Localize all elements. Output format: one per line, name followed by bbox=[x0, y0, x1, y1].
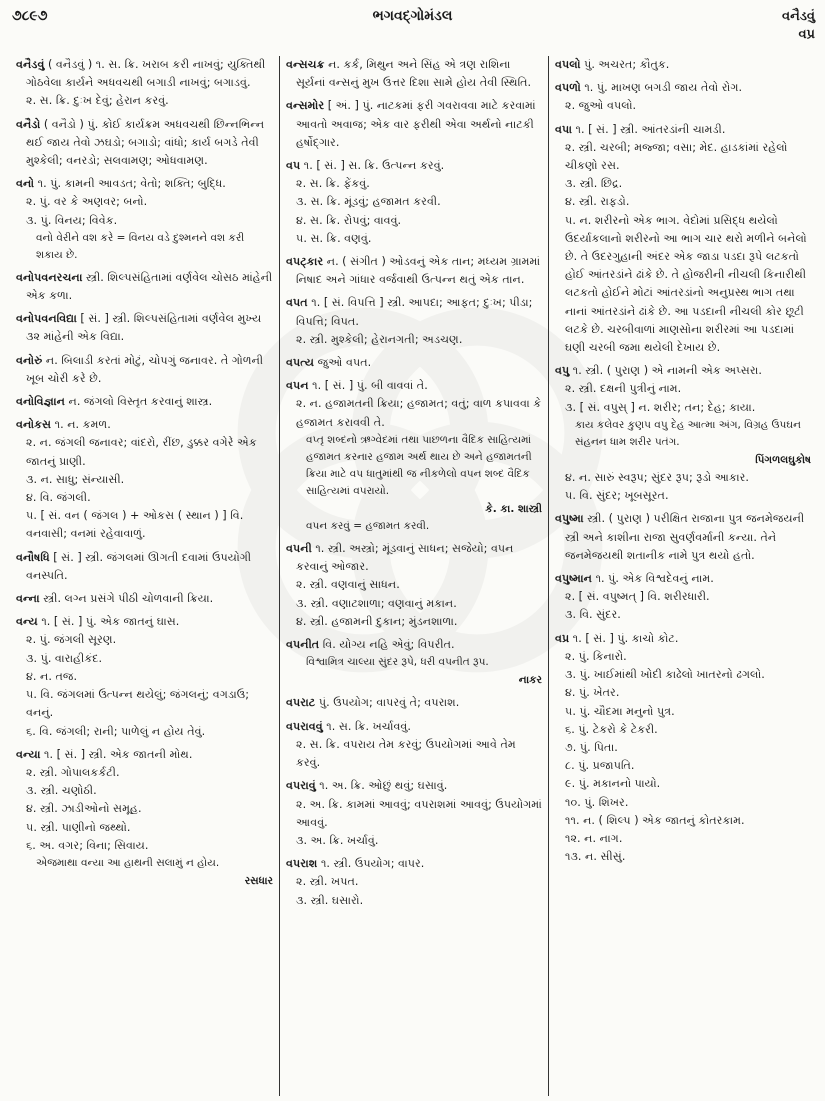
definition-text: પું. ઉપયોગ; વાપરવું તે; વપરાશ. bbox=[318, 696, 460, 710]
dictionary-entry bbox=[555, 630, 811, 867]
definition-text: ૧. સ. ક્રિ. ખર્ચાવવું. bbox=[326, 719, 411, 733]
sense-line: ૫. પું. ચૌદમા મનુનો પુત્ર. bbox=[565, 704, 675, 718]
headword: વપરાવવું bbox=[286, 719, 323, 733]
dictionary-entry bbox=[16, 613, 273, 740]
headword: વન્ના bbox=[16, 592, 40, 606]
dictionary-entry bbox=[16, 310, 273, 346]
page-header bbox=[0, 0, 825, 58]
headword: વપા bbox=[555, 122, 572, 136]
sense-line: ૨. પું. જંગલી સૂરણ. bbox=[26, 633, 117, 647]
dictionary-entry bbox=[16, 549, 273, 585]
dictionary-entry bbox=[555, 79, 811, 115]
sense-line: ૫. વિ. જંગલમાં ઉત્પન્ન થયેલું; જંગલનું; વગડાઉ; વનનું. bbox=[26, 688, 250, 720]
sense-line: ૯. પું. મકાનનો પાયો. bbox=[565, 777, 661, 791]
definition-text: ( વનૈડવું ) ૧. સ. ક્રિ. ખરાબ કરી નાખવું; યુક્તિથી ગોઠવેલા કાર્યને અધવચથી બગાડી નાખવું; બગાડવું. bbox=[26, 58, 266, 90]
sense-line: ૨. સ. ક્રિ. ફેંકવું. bbox=[296, 177, 370, 191]
definition-text: ૧. [ સં. ] પું. કાચો કોટ. bbox=[572, 631, 679, 645]
definition-text: [ સં. ] સ્ત્રી. શિલ્પસંહિતામાં વર્ણવેલ મુખ્ય ૩૨ માંહેની એક વિદ્યા. bbox=[26, 312, 262, 344]
headword: વપલો bbox=[555, 58, 581, 71]
sense-line: ૬. પું. ટેકરો કે ટેકરી. bbox=[565, 722, 658, 736]
headword: વનો bbox=[16, 177, 35, 191]
citation-quote: વપ્તૃ શબ્દનો ઋગ્વેદમાં તથા પાછળના વૈદિક સાહિત્યમાં હજામત કરનાર હજામ અર્થ થાય છે અને હજામતની ક્રિયા માટે વપ ધાતુમાંથી જ નીકળેલો વપન શબ્દ વૈદિક સાહિત્યમાં વપરાયો. bbox=[306, 433, 532, 497]
sense-line: ૨. સ્ત્રી. વણવાનું સાધન. bbox=[296, 578, 400, 592]
dictionary-entry bbox=[555, 362, 811, 505]
definition-text: ૧. સ્ત્રી. ઉપયોગ; વાપર. bbox=[320, 857, 425, 871]
sense-line: ૮. પું. પ્રજાપતિ. bbox=[565, 759, 635, 773]
dictionary-entry bbox=[286, 253, 542, 289]
column-middle bbox=[279, 56, 548, 1096]
sense-line: ૨. સ્ત્રી. ખપત. bbox=[296, 875, 359, 889]
definition-text: [ અં. ] પું. નાટકમાં ફરી ગવરાવવા માટે કરવામાં આવતો અવાજ; એક વાર ફરીથી એવા અર્થનો નાટકી હર્ષોદ્ગાર. bbox=[296, 99, 536, 149]
sense-line: ૪. ન. સારું સ્વરૂપ; સુંદર રૂપ; રૂડો આકાર. bbox=[565, 471, 749, 485]
headword: વપત્ય bbox=[286, 356, 315, 370]
dictionary-entry bbox=[16, 393, 273, 411]
definition-text: ૧. પું. કામની આવડત; વેતો; શક્તિ; બુદ્ધિ. bbox=[37, 177, 226, 191]
guide-words bbox=[782, 8, 815, 44]
sense-line: ૨. સ્ત્રી. મુશ્કેલી; હેરાનગતી; અડચણ. bbox=[296, 332, 463, 346]
headword: વનોકસ bbox=[16, 418, 52, 432]
sense-line: ૩. સ્ત્રી. વણાટશાળા; વણવાનું મકાન. bbox=[296, 596, 457, 610]
dictionary-entry bbox=[16, 175, 273, 264]
sense-line: ૨. જુઓ વપલો. bbox=[565, 99, 637, 113]
sense-line: ૩. પું. ખાઈમાંથી ખોદી કાઢેલો ખાતરનો ઢગલો. bbox=[565, 668, 765, 682]
definition-text: પું. અચરત; કૌતુક. bbox=[584, 58, 670, 71]
dictionary-columns bbox=[10, 56, 818, 1096]
headword: વનોપવનરચના bbox=[16, 270, 83, 284]
definition-text: ૧. [ સં. વિપત્તિ ] સ્ત્રી. આપદા; આફત; દુઃખ; પીડા; વિપત્તિ; વિપત. bbox=[296, 296, 533, 328]
dictionary-entry bbox=[16, 269, 273, 305]
dictionary-entry bbox=[555, 56, 811, 74]
guide-word-first: વનૈડવું bbox=[781, 9, 815, 24]
sense-line: ૨. [ સં. વપુષ્મત્ ] વિ. શરીરધારી. bbox=[565, 590, 710, 604]
sense-line: ૨. સ્ત્રી. દક્ષની પુત્રીનું નામ. bbox=[565, 382, 682, 396]
sense-line: ૨. ન. જંગલી જનાવર; વાંદરો, રીંછ, ડુક્કર વગેરે એક જાતનું પ્રાણી. bbox=[26, 436, 257, 468]
citation-source: કે. કા. શાસ્ત્રી bbox=[485, 502, 542, 515]
definition-text: ન. ( સંગીત ) ઓડવનું એક તાન; મધ્યમ ગ્રામમાં નિષાદ અને ગાંધાર વર્જવાથી ઉત્પન્ન થતું એક તાન. bbox=[296, 255, 541, 287]
headword: વનૈડવું bbox=[16, 58, 45, 71]
dictionary-entry bbox=[286, 718, 542, 773]
sense-line: ૩. પું. વારાહીકંદ. bbox=[26, 651, 103, 665]
book-title: ભગવદ્ગોમંડલ bbox=[372, 8, 453, 24]
dictionary-entry bbox=[555, 570, 811, 625]
sense-line: ૧૧. ન. ( શિલ્પ ) એક જાતનું કોતરકામ. bbox=[565, 813, 745, 827]
headword: વપનીત bbox=[286, 638, 320, 652]
citation-quote: એજમાથા વન્યા આ હાથની સલામું ન હોય. bbox=[36, 856, 220, 869]
sense-line: ૪. સ્ત્રી. ઝાડીઓનો સમૂહ. bbox=[26, 802, 142, 816]
definition-text: ૧. સ્ત્રી. ( પુરાણ ) એ નામની એક અપ્સરા. bbox=[572, 364, 762, 378]
sense-line: ૫. ન. શરીરનો એક ભાગ. વેદોમાં પ્રસિદ્ધ થયેલો ઉદર્યાકલાનો શરીરનો આ ભાગ ચાર થરો મળીને બનેલો છે. તે ઉદરગુહાની અંદર એક જાડા પડદા રૂપે લટકતો હોઈ આંતરડાંને ઢાંકે છે. તે હોજરીની નીચલી કિનારીથી લટકતો હોઈને મોટાં આંતરડાંનો અનુપ્રસ્થ ભાગ તથા નાનાં આંતરડાંને ઢાંકે છે. આ પડદાની નીચલી કોર છૂટી લટકે છે. ચરબીવાળાં માણસોના શરીરમાં આ પડદામાં ઘણી ચરબી જમા થયેલી દેખાય છે. bbox=[565, 213, 807, 355]
citation-quote: કાય કલેવર કુણપ વપુ દેહ આત્મા અંગ, વિગ્રહ ઉપઘન સંહનન ધામ શરીર પતંગ. bbox=[575, 418, 801, 448]
sense-line: ૩. સ. ક્રિ. મૂંડવું; હજામત કરવી. bbox=[296, 195, 441, 209]
definition-text: [ સં. ] સ્ત્રી. જંગલમાં ઊગતી દવામાં ઉપયોગી વનસ્પતિ. bbox=[26, 550, 252, 582]
definition-text: ૧. [ સં. ] પું. બી વાવવાં તે. bbox=[312, 379, 428, 393]
definition-text: વિ. યોગ્ય નહિ એવું; વિપરીત. bbox=[322, 638, 455, 652]
headword: વનૈડો bbox=[16, 117, 41, 131]
dictionary-entry bbox=[16, 590, 273, 608]
dictionary-entry bbox=[286, 777, 542, 850]
headword: વપરાશ bbox=[286, 857, 318, 871]
definition-text: સ્ત્રી. લગ્ન પ્રસંગે પીઠી ચોળવાની ક્રિયા. bbox=[43, 592, 214, 606]
headword: વપરાવું bbox=[286, 779, 316, 793]
dictionary-entry bbox=[16, 746, 273, 890]
guide-word-last: વપ્ર bbox=[798, 27, 815, 42]
sense-line: ૪. સ્ત્રી. રાફડો. bbox=[565, 195, 630, 209]
sense-line: ૬. અ. વગર; વિના; સિવાય. bbox=[26, 838, 149, 852]
citation-quote: વનો વેરીને વશ કરે = વિનય વડે દુશ્મનને વશ કરી શકાય છે. bbox=[36, 231, 245, 261]
sense-line: ૧૦. પું. શિખર. bbox=[565, 795, 629, 809]
sense-line: ૪. વિ. જંગલી. bbox=[26, 491, 91, 505]
sense-line: ૫. સ્ત્રી. પાણીનો જથ્થો. bbox=[26, 820, 131, 834]
headword: વનોરું bbox=[16, 353, 43, 367]
definition-text: ( વનૈડો ) પું. કોઈ કાર્યક્રમ અધવચથી છિન્નભિન્ન થઈ જાય તેવો ઝઘડો; બગાડો; વાંધો; કાર્ય બગડે તેવી મુશ્કેલી; વનરડો; સલવામણ; ઓધવામણ. bbox=[26, 117, 265, 168]
sense-line: ૨. સ. ક્રિ. વપરાય તેમ કરવું; ઉપયોગમાં આવે તેમ કરવું. bbox=[296, 737, 516, 770]
sense-line: ૨. અ. ક્રિ. કામમાં આવવું; વપરાશમાં આવવું; ઉપયોગમાં આવવું. bbox=[296, 797, 542, 829]
definition-text: ૧. સ્ત્રી. અસ્ત્રો; મૂંડવાનું સાધન; સજેયો; વપન કરવાનું ઓજાર. bbox=[296, 542, 514, 574]
headword: વનૌષધિ bbox=[16, 550, 50, 564]
definition-text: જુઓ વપત. bbox=[317, 356, 372, 370]
headword: વપની bbox=[286, 542, 312, 556]
sense-line: ૪. પું. ખેતર. bbox=[565, 686, 620, 700]
dictionary-entry bbox=[286, 694, 542, 712]
sense-line: ૩. સ્ત્રી. ચણોઠી. bbox=[26, 784, 97, 798]
headword: વનોપવનવિદ્યા bbox=[16, 312, 77, 326]
headword: વપ્ર bbox=[555, 631, 570, 645]
sense-line: ૨. સ્ત્રી. ગોપાલકર્કટી. bbox=[26, 765, 120, 779]
headword: વનોવિજ્ઞાન bbox=[16, 395, 65, 409]
sense-line: ૨. પું. કિનારો. bbox=[565, 649, 627, 663]
sense-line: ૨. સ. ક્રિ. દુઃખ દેવું; હેરાન કરવું. bbox=[26, 94, 169, 108]
definition-text: ૧. [ સં. ] સ્ત્રી. એક જાતની મોથ. bbox=[44, 747, 193, 761]
definition-text: ૧. [ સં. ] સ્ત્રી. આંતરડાંની ચામડી. bbox=[575, 122, 726, 136]
sense-line: ૪. ન. તજ. bbox=[26, 669, 78, 683]
dictionary-entry bbox=[286, 855, 542, 910]
definition-text: ૧. અ. ક્રિ. ઓછું થવું; ઘસાવું. bbox=[319, 779, 448, 793]
headword: વપુષ્માન bbox=[555, 572, 593, 586]
headword: વપુ bbox=[555, 364, 570, 378]
dictionary-entry bbox=[286, 636, 542, 689]
definition-text: ૧. [ સં. ] પું. એક જાતનું ઘાસ. bbox=[41, 615, 180, 629]
headword: વન્યા bbox=[16, 747, 41, 761]
sense-line: ૫. [ સં. વન ( જંગલ ) + ઓકસ ( સ્થાન ) ] વિ. વનવાસી; વનમાં રહેવાવાળું. bbox=[26, 509, 244, 541]
headword: વપટ્કાર bbox=[286, 255, 324, 269]
page-number: ૭૮૯૭ bbox=[12, 8, 48, 24]
definition-text: સ્ત્રી. શિલ્પસંહિતામાં વર્ણવેલ ચોસઠ માંહેની એક કળા. bbox=[26, 270, 273, 303]
headword: વપુષ્મા bbox=[555, 512, 584, 526]
citation-quote: વિશ્વામિત્ર ચાલ્યા સુંદર રૂપે, ધરી વપનીત રૂપ. bbox=[306, 656, 489, 669]
sense-line: ૬. વિ. જંગલી; રાની; પાળેલું ન હોય તેવું. bbox=[26, 724, 206, 738]
headword: વપળો bbox=[555, 81, 581, 95]
headword: વન્ય bbox=[16, 615, 38, 629]
sense-line: ૭. પું. પિતા. bbox=[565, 740, 618, 754]
sense-line: ૪. સ. ક્રિ. રોપવું; વાવવું. bbox=[296, 213, 402, 227]
definition-text: ૧. ન. કમળ. bbox=[54, 418, 111, 432]
definition-text: ન. બિલાડી કરતાં મોટું, ચોપગું જનાવર. તે ગોળની ખૂબ ચોરી કરે છે. bbox=[26, 353, 264, 385]
sense-line: ૩. ન. સાધુ; સંન્યાસી. bbox=[26, 472, 125, 486]
headword: વપરાટ bbox=[286, 696, 316, 710]
definition-text: સ્ત્રી. ( પુરાણ ) પરીક્ષિત રાજાના પુત્ર જનમેજયની સ્ત્રી અને કાશીના રાજા સુવર્ણવર્માની કન્યા. તેને જનમેજયથી શતાનીક નામે પુત્ર થયો હતો. bbox=[565, 512, 805, 562]
sense-line: ૪. સ્ત્રી. હજામની દુકાન; મુંડનશાળા. bbox=[296, 614, 458, 628]
headword: વન્સમોર bbox=[286, 99, 325, 113]
sense-line: ૩. વિ. સુંદર. bbox=[565, 608, 621, 622]
citation-source: નાકર bbox=[518, 674, 542, 687]
sense-line: ૩. સ્ત્રી. ઘસારો. bbox=[296, 893, 364, 907]
dictionary-entry bbox=[286, 540, 542, 631]
sense-line: ૩. [ સં. વપુસ્ ] ન. શરીર; તન; દેહ; કાયા. bbox=[565, 400, 756, 414]
dictionary-entry bbox=[286, 377, 542, 535]
dictionary-entry bbox=[16, 116, 273, 171]
sense-line: ૩. અ. ક્રિ. ખર્ચાવું. bbox=[296, 833, 379, 847]
dictionary-entry bbox=[286, 354, 542, 372]
dictionary-entry bbox=[286, 294, 542, 349]
dictionary-entry bbox=[286, 157, 542, 248]
sense-line: ૨. સ્ત્રી. ચરબી; મજ્જા; વસા; મેદ. હાડકાંમાં રહેલો ચીકણો રસ. bbox=[565, 140, 788, 173]
sense-line: ૨. ન. હજામતની ક્રિયા; હજામત; વતું; વાળ કપાવવા કે હજામત કરાવવી તે. bbox=[296, 397, 542, 429]
sense-line: ૩. સ્ત્રી. છિદ્ર. bbox=[565, 177, 623, 191]
definition-text: ન. કર્ક, મિથુન અને સિંહ એ ત્રણ રાશિના સૂર્યનાં વન્સનું મુખ ઉત્તર દિશા સામે હોય તેવી સ્થિતિ. bbox=[296, 58, 532, 90]
citation-quote: વપન કરવું = હજામત કરવી. bbox=[306, 520, 430, 533]
dictionary-entry bbox=[16, 352, 273, 388]
sense-line: ૧૨. ન. નાગ. bbox=[565, 831, 623, 845]
headword: વપત bbox=[286, 296, 308, 310]
sense-line: ૩. પું. વિનય; વિવેક. bbox=[26, 213, 118, 227]
headword: વન્સચક્ર bbox=[286, 58, 325, 71]
headword: વપ bbox=[286, 159, 301, 173]
definition-text: ૧. [ સં. ] સ. ક્રિ. ઉત્પન્ન કરવું. bbox=[303, 159, 445, 173]
sense-line: ૫. વિ. સુંદર; ખૂબસૂરત. bbox=[565, 489, 669, 503]
definition-text: ૧. પું. એક વિશ્વદેવનું નામ. bbox=[595, 572, 714, 586]
column-left bbox=[10, 56, 279, 1096]
dictionary-entry bbox=[16, 416, 273, 543]
dictionary-entry bbox=[555, 121, 811, 358]
definition-text: ન. જંગલો વિસ્તૃત કરવાનું શાસ્ત્ર. bbox=[68, 395, 213, 409]
dictionary-entry bbox=[286, 97, 542, 152]
headword: વપન bbox=[286, 379, 309, 393]
sense-line: ૨. પું. વર કે અણવર; બનો. bbox=[26, 195, 148, 209]
dictionary-entry bbox=[16, 56, 273, 111]
sense-line: ૧૩. ન. સીસું. bbox=[565, 850, 626, 864]
sense-line: ૫. સ. ક્રિ. વણવું. bbox=[296, 231, 372, 245]
column-right bbox=[548, 56, 817, 1096]
definition-text: ૧. પું. માખણ બગડી જાય તેવો રોગ. bbox=[584, 81, 743, 95]
dictionary-entry bbox=[286, 56, 542, 92]
dictionary-entry bbox=[555, 510, 811, 565]
citation-source: પિંગળલઘુકોષ bbox=[755, 453, 811, 466]
citation-source: રસધાર bbox=[244, 874, 273, 887]
